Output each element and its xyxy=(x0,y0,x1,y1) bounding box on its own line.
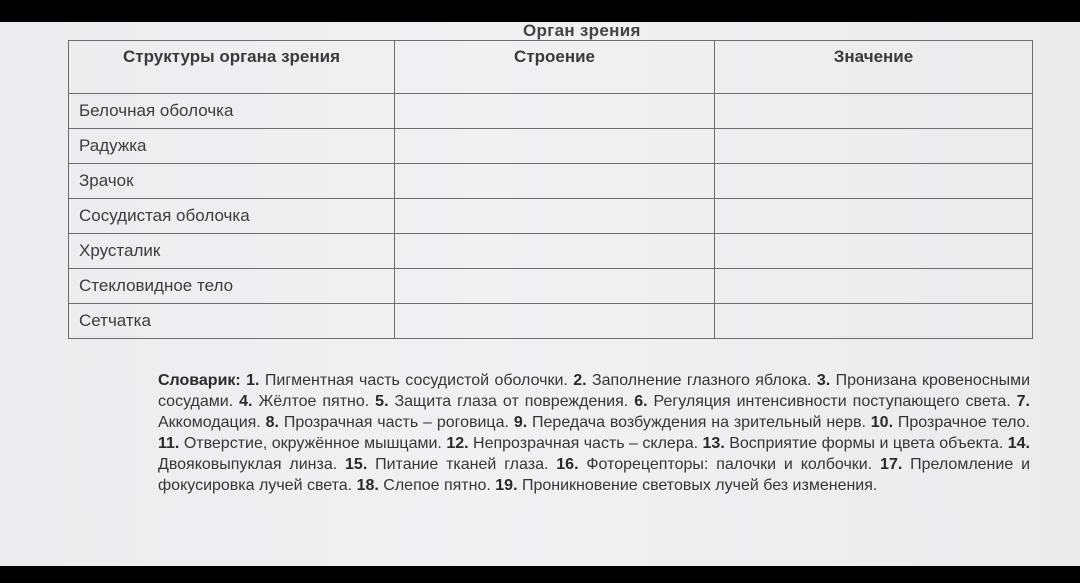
dictionary-item-number: 7. xyxy=(1016,393,1030,410)
structure-cell[interactable] xyxy=(395,199,715,234)
dictionary-item-number: 6. xyxy=(634,393,648,410)
structure-cell[interactable] xyxy=(395,94,715,129)
dictionary-item-text: Проникновение световых лучей без изменения. xyxy=(521,477,878,494)
dictionary-item-text: Преломление и фокусировка лучей света. xyxy=(158,456,1031,494)
structure-cell[interactable] xyxy=(395,234,715,269)
structures-table xyxy=(68,40,1033,339)
dictionary-item-number: 15. xyxy=(345,456,368,473)
dictionary-item-number: 2. xyxy=(573,372,587,389)
table-row xyxy=(69,304,1033,339)
table-row xyxy=(69,269,1033,304)
dictionary-item-text: Пронизана кровеносными сосудами. xyxy=(158,372,1031,410)
dictionary-item-number: 19. xyxy=(495,477,518,494)
table-row xyxy=(69,94,1033,129)
dictionary-text xyxy=(158,370,1030,496)
dictionary-item-text: Передача возбуждения на зрительный нерв. xyxy=(532,414,866,431)
structure-cell[interactable] xyxy=(395,304,715,339)
structure-cell[interactable] xyxy=(395,269,715,304)
dictionary-item-text: Отверстие, окружённое мышцами. xyxy=(183,435,442,452)
dictionary-item-number: 16. xyxy=(556,456,579,473)
structure-cell[interactable] xyxy=(395,129,715,164)
dictionary-item-text: Прозрачное тело. xyxy=(897,414,1030,431)
dictionary-item-number: 13. xyxy=(702,435,725,452)
table-row xyxy=(69,199,1033,234)
table-row xyxy=(69,164,1033,199)
structure-name-cell: Белочная оболочка xyxy=(69,94,395,129)
dictionary-item-number: 17. xyxy=(880,456,903,473)
structure-name-cell: Сетчатка xyxy=(69,304,395,339)
header-structures: Структуры органа зрения xyxy=(69,41,395,94)
dictionary-item-text: Восприятие формы и цвета объекта. xyxy=(729,435,1004,452)
dictionary-item-text: Заполнение глазного яблока. xyxy=(591,372,812,389)
dictionary-item-number: 1. xyxy=(246,372,260,389)
structure-name-cell: Зрачок xyxy=(69,164,395,199)
dictionary-item-text: Защита глаза от повреждения. xyxy=(394,393,629,410)
meaning-cell[interactable] xyxy=(715,269,1033,304)
structure-name-cell: Стекловидное тело xyxy=(69,269,395,304)
structure-cell[interactable] xyxy=(395,164,715,199)
meaning-cell[interactable] xyxy=(715,199,1033,234)
dictionary-item-number: 3. xyxy=(816,372,831,389)
dictionary-item-number: 5. xyxy=(375,393,389,410)
table-row xyxy=(69,234,1033,269)
dictionary-item-number: 9. xyxy=(513,414,528,431)
header-meaning: Значение xyxy=(715,41,1033,94)
table-header-row xyxy=(69,41,1033,94)
dictionary-item-number: 18. xyxy=(356,477,379,494)
meaning-cell[interactable] xyxy=(715,234,1033,269)
dictionary-item-text: Слепое пятно. xyxy=(383,477,491,494)
dictionary-item-text: Непрозрачная часть – склера. xyxy=(473,435,699,452)
dictionary-item-text: Регуляция интенсивности поступающего света. xyxy=(653,393,1011,410)
structure-name-cell: Радужка xyxy=(69,129,395,164)
dictionary-item-number: 12. xyxy=(446,435,469,452)
dictionary-item-text: Аккомодация. xyxy=(158,414,261,431)
worksheet-page xyxy=(0,22,1080,566)
meaning-cell[interactable] xyxy=(715,94,1033,129)
meaning-cell[interactable] xyxy=(715,164,1033,199)
dictionary-item-text: Прозрачная часть – роговица. xyxy=(283,414,509,431)
dictionary-item-text: Фоторецепторы: палочки и колбочки. xyxy=(586,456,873,473)
structure-name-cell: Сосудистая оболочка xyxy=(69,199,395,234)
dictionary-item-text: Жёлтое пятно. xyxy=(258,393,370,410)
meaning-cell[interactable] xyxy=(715,129,1033,164)
dictionary-item-number: 4. xyxy=(239,393,253,410)
structure-name-cell: Хрусталик xyxy=(69,234,395,269)
header-structure: Строение xyxy=(395,41,715,94)
table-row xyxy=(69,129,1033,164)
dictionary-item-number: 11. xyxy=(158,435,180,452)
dictionary-item-text: Пигментная часть сосудистой оболочки. xyxy=(264,372,568,389)
dictionary-item-number: 10. xyxy=(870,414,894,431)
page-title: Орган зрения xyxy=(523,22,641,40)
dictionary-item-text: Двояковыпуклая линза. xyxy=(158,456,338,473)
dictionary-item-number: 14. xyxy=(1007,435,1030,452)
meaning-cell[interactable] xyxy=(715,304,1033,339)
dictionary-item-text: Питание тканей глаза. xyxy=(375,456,549,473)
dictionary-label: Словарик: xyxy=(158,372,241,389)
dictionary-item-number: 8. xyxy=(265,414,279,431)
